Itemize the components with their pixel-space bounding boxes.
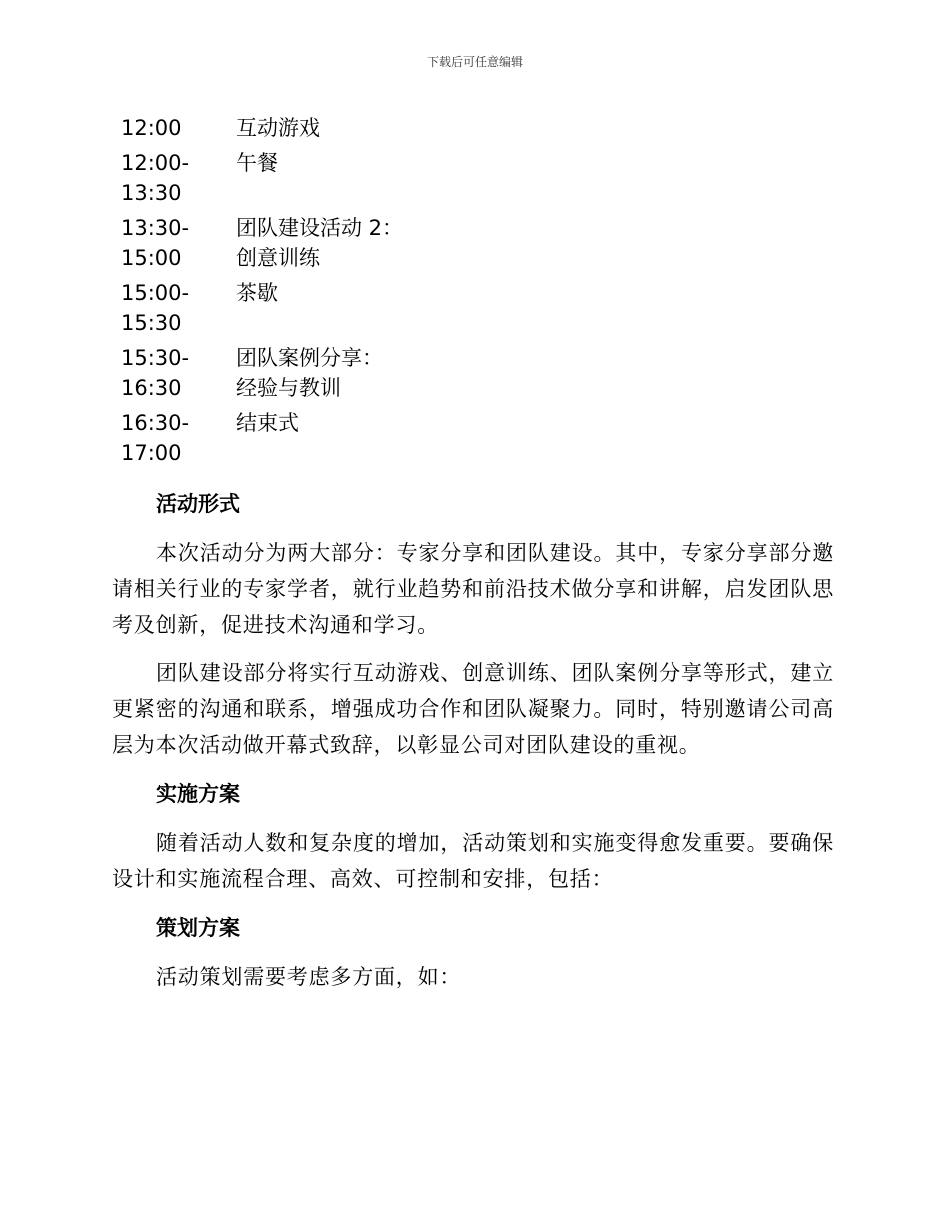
schedule-activity: 茶歇 <box>236 281 278 305</box>
document-body <box>112 485 834 1007</box>
schedule-row <box>121 343 451 403</box>
section-heading-planning: 策划方案 <box>156 916 240 940</box>
paragraph-form-2: 团队建设部分将实行互动游戏、创意训练、团队案例分享等形式，建立更紧密的沟通和联系，增强成功合作和团队凝聚力。同时，特别邀请公司高层为本次活动做开幕式致辞，以彰显公司对团队建设的重视。 <box>112 661 834 757</box>
schedule-time: 16:30- 17:00 <box>121 411 190 465</box>
schedule-activity: 团队案例分享： 经验与教训 <box>236 346 383 400</box>
schedule-activity: 团队建设活动 2： 创意训练 <box>236 216 404 270</box>
section-heading-implementation: 实施方案 <box>156 782 240 806</box>
paragraph-form-1: 本次活动分为两大部分：专家分享和团队建设。其中，专家分享部分邀请相关行业的专家学者，就行业趋势和前沿技术做分享和讲解，启发团队思考及创新，促进技术沟通和学习。 <box>112 541 834 637</box>
schedule-row <box>121 213 451 273</box>
schedule-activity: 午餐 <box>236 151 278 175</box>
section-heading-form: 活动形式 <box>156 492 240 516</box>
paragraph-planning: 活动策划需要考虑多方面，如： <box>156 965 462 989</box>
schedule-row <box>121 278 451 338</box>
schedule-row <box>121 113 451 143</box>
schedule-time: 15:00- 15:30 <box>121 281 190 335</box>
schedule-time: 15:30- 16:30 <box>121 346 190 400</box>
schedule-activity: 互动游戏 <box>236 116 320 140</box>
schedule-time: 12:00 <box>121 116 182 140</box>
schedule-activity: 结束式 <box>236 411 299 435</box>
schedule-table <box>121 113 451 473</box>
schedule-time: 13:30- 15:00 <box>121 216 190 270</box>
schedule-time: 12:00- 13:30 <box>121 151 190 205</box>
header-note: 下载后可任意编辑 <box>426 55 523 69</box>
schedule-row <box>121 408 451 468</box>
paragraph-implementation: 随着活动人数和复杂度的增加，活动策划和实施变得愈发重要。要确保设计和实施流程合理、高效、可控制和安排，包括： <box>112 831 834 891</box>
schedule-row <box>121 148 451 208</box>
